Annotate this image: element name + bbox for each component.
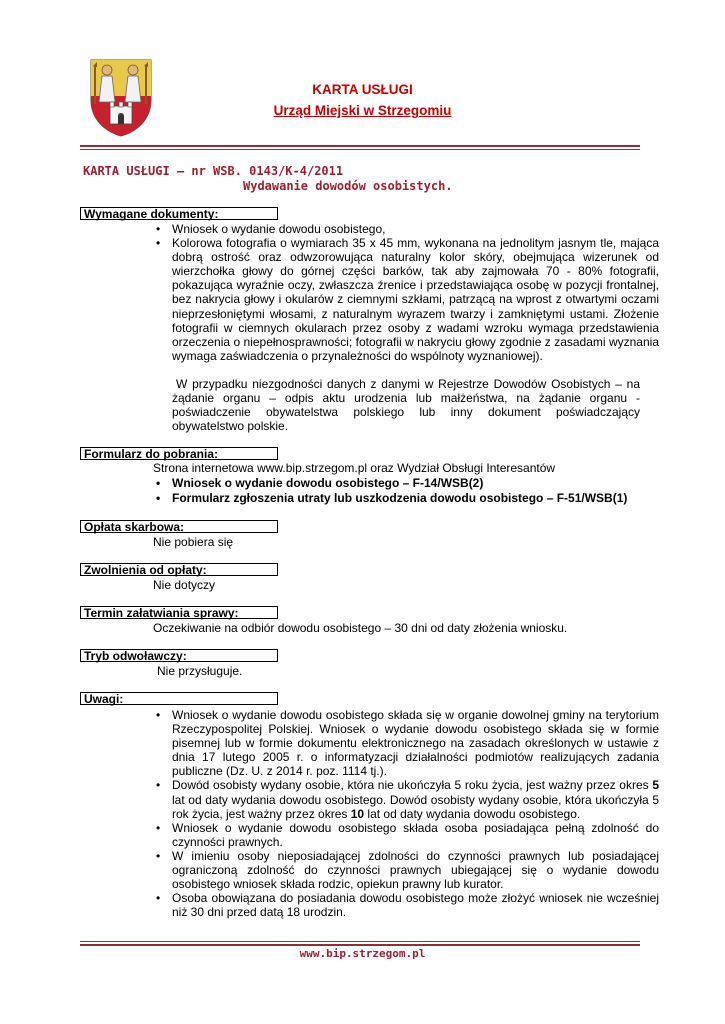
- section-heading-deadline: Termin załatwiania sprawy:: [80, 606, 278, 619]
- forms-list: [153, 476, 659, 506]
- footer-url-link[interactable]: www.bip.strzegom.pl: [299, 947, 426, 960]
- footer-rule: [80, 944, 640, 946]
- deadline-value: Oczekiwanie na odbiór dowodu osobistego – 30 dni od daty złożenia wniosku.: [153, 621, 568, 635]
- exemptions-value: Nie dotyczy: [153, 578, 216, 592]
- service-name: Wydawanie dowodów osobistych.: [243, 179, 453, 193]
- footer-rule-thin: [80, 941, 640, 942]
- office-name: Urząd Miejski w Strzegomiu: [273, 103, 452, 118]
- section-heading-required-documents: Wymagane dokumenty:: [80, 207, 278, 220]
- section-heading-appeal: Tryb odwoławczy:: [80, 649, 278, 662]
- document-title: KARTA USŁUGI: [312, 82, 413, 97]
- required-documents-list: [153, 222, 659, 363]
- list-item: • Kolorowa fotografia o wymiarach 35 x 45 mm, wykonana na jednolitym jasnym tle, mająca dobrą ostrość oraz odwzorowująca naturalny kolor skóry, obejmująca wizerunek od wierzchołka głowy do górnej części barków, tak aby zajmowała 70 - 80% fotografii, pokazująca wyraźnie oczy, zwłaszcza źrenice i przedstawiająca osobę w pozycji frontalnej, bez nakrycia głowy i okularów z ciemnymi szkłami, patrzącą na wprost z otwartymi oczami nieprzesłoniętymi włosami, z naturalnym wyrazem twarzy i zamkniętymi ustami. Złożenie fotografii w ciemnych okularach przez osoby z wadami wzroku wymaga przedstawienia orzeczenia o niepełnosprawności; fotografii w nakryciu głowy zgodnie z zasadami wyznania wymaga zaświadczenia o przynależności do wspólnoty wyznaniowej).: [172, 236, 659, 363]
- section-heading-fee: Opłata skarbowa:: [80, 520, 278, 533]
- list-item: • Wniosek o wydanie dowodu osobistego składa się w organie dowolnej gminy na terytorium Rzeczypospolitej Polskiej. Wniosek o wydanie dowodu osobistego składa się w formie pisemnej lub w formie dokumentu elektronicznego na zasadach określonych w ustawie z dnia 17 lutego 2005 r. o informatyzacji działalności podmiotów realizujących zadania publiczne (Dz. U. z 2014 r. poz. 1114 tj.).: [172, 708, 659, 778]
- appeal-value: Nie przysługuje.: [157, 664, 243, 678]
- list-item: • Wniosek o wydanie dowodu osobistego składa osoba posiadająca pełną zdolność do czynności prawnych.: [172, 821, 659, 849]
- list-item: • Wniosek o wydanie dowodu osobistego,: [172, 222, 659, 236]
- section-heading-exemptions: Zwolnienia od opłaty:: [80, 563, 278, 576]
- remarks-list: [153, 708, 659, 919]
- fee-value: Nie pobiera się: [153, 535, 234, 549]
- section-heading-forms: Formularz do pobrania:: [80, 447, 278, 460]
- card-number: KARTA USŁUGI – nr WSB. 0143/K-4/2011: [83, 164, 344, 178]
- list-item: • W imieniu osoby nieposiadającej zdolności do czynności prawnych lub posiadającej ograniczoną zdolność do czynności prawnych ubiegającej się o wydanie dowodu osobistego wniosek składa rodzic, opiekun prawny lub kurator.: [172, 849, 659, 891]
- header-rule-thin: [80, 149, 640, 150]
- required-documents-note: W przypadku niezgodności danych z danymi w Rejestrze Dowodów Osobistych – na żądanie organu – odpis aktu urodzenia lub małżeństwa, na żądanie organu - poświadczenie obywatelstwa polskiego lub inny dokument poświadczający obywatelstwo polskie.: [172, 377, 640, 434]
- form-link-item[interactable]: • Formularz zgłoszenia utraty lub uszkodzenia dowodu osobistego – F-51/WSB(1): [172, 491, 659, 506]
- list-item: • Dowód osobisty wydany osobie, która nie ukończyła 5 roku życia, jest ważny przez okres 5 lat od daty wydania dowodu osobistego. Dowód osobisty wydany osobie, która ukończyła 5 rok życia, jest ważny przez okres 10 lat od daty wydania dowodu osobistego.: [172, 778, 659, 820]
- coat-of-arms-emblem: [88, 58, 154, 138]
- form-link-item[interactable]: • Wniosek o wydanie dowodu osobistego – F-14/WSB(2): [172, 476, 659, 491]
- header-rule: [80, 145, 640, 147]
- section-heading-remarks: Uwagi:: [80, 692, 278, 705]
- list-item: • Osoba obowiązana do posiadania dowodu osobistego może złożyć wniosek nie wcześniej niż 30 dni przed datą 18 urodzin.: [172, 891, 659, 919]
- forms-source: Strona internetowa www.bip.strzegom.pl oraz Wydział Obsługi Interesantów: [153, 461, 556, 475]
